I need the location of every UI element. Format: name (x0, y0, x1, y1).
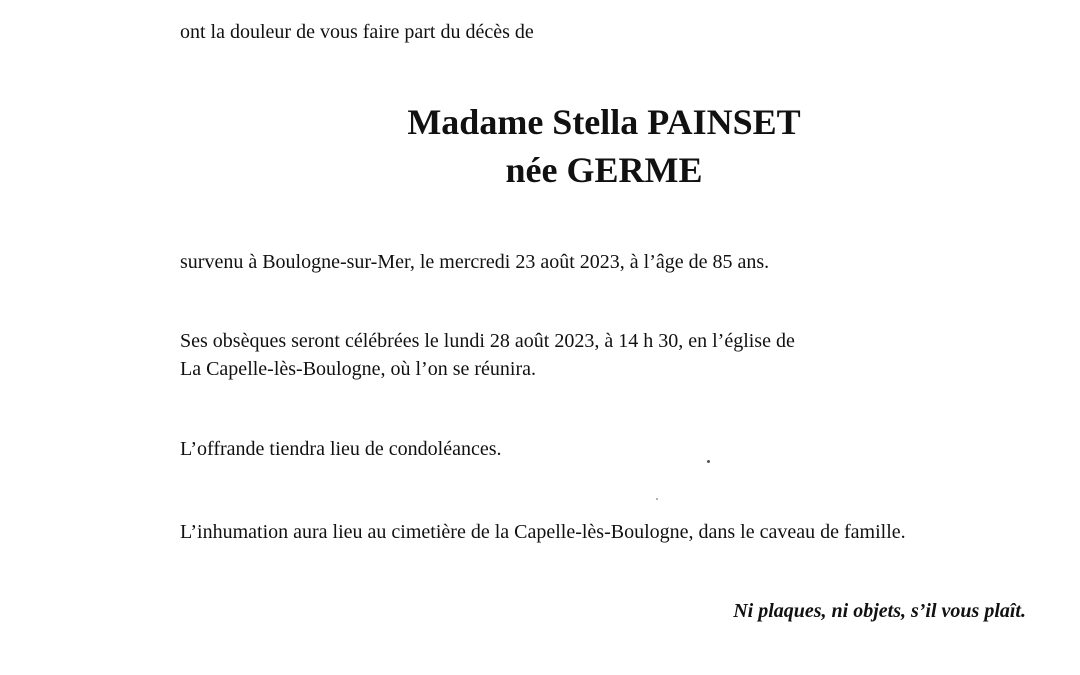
funeral-line-1: Ses obsèques seront célébrées le lundi 28 août 2023, à 14 h 30, en l’église de (180, 330, 795, 352)
closing-request: Ni plaques, ni objets, s’il vous plaît. (733, 600, 1026, 622)
burial-text: L’inhumation aura lieu au cimetière de la Capelle-lès-Boulogne, dans le caveau de famille. (180, 521, 906, 543)
maiden-name: née GERME (505, 150, 703, 190)
scan-speck (707, 460, 710, 463)
scan-speck (656, 498, 658, 500)
death-notice-text: survenu à Boulogne-sur-Mer, le mercredi 23 août 2023, à l’âge de 85 ans. (180, 251, 770, 273)
deceased-name: Madame Stella PAINSET (407, 102, 801, 142)
offering-text: L’offrande tiendra lieu de condoléances. (180, 438, 502, 460)
funeral-line-2: La Capelle-lès-Boulogne, où l’on se réunira. (180, 358, 536, 380)
intro-text: ont la douleur de vous faire part du décès de (180, 21, 534, 43)
